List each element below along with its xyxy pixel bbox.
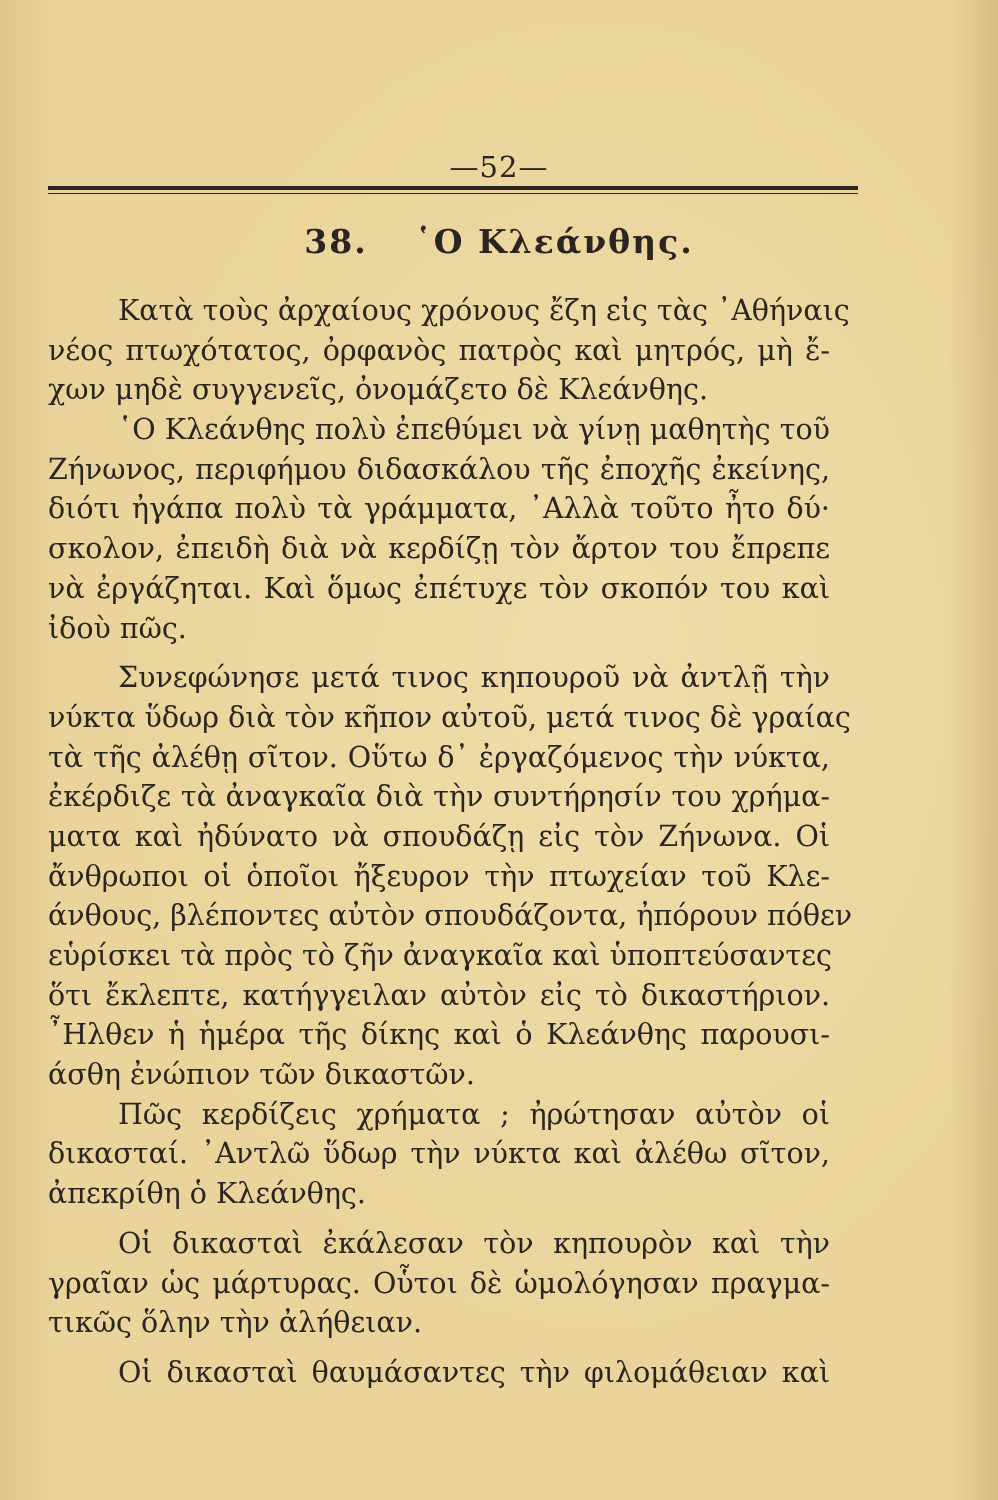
paragraph-gap <box>48 1214 830 1224</box>
text-line: νέος πτωχότατος, ὀρφανὸς πατρὸς καὶ μητρός, μὴ ἔ- <box>48 333 830 367</box>
text-line: νὰ ἐργάζηται. Καὶ ὅμως ἐπέτυχε τὸν σκοπόν του καὶ <box>48 571 830 605</box>
text-line: χων μηδὲ συγγενεῖς, ὀνομάζετο δὲ Κλεάνθης. <box>48 373 709 407</box>
text-line: ματα καὶ ἠδύνατο νὰ σπουδάζῃ εἰς τὸν Ζήνωνα. Οἱ <box>48 819 830 853</box>
chapter-number: 38. <box>304 222 368 261</box>
paragraph <box>48 1353 830 1393</box>
text-line: Κατὰ τοὺς ἀρχαίους χρόνους ἔζη εἰς τὰς ᾿Αθήναις <box>118 294 850 327</box>
page-number: —52— <box>449 150 549 184</box>
text-line: άσθη ἐνώπιον τῶν δικαστῶν. <box>48 1058 475 1092</box>
header-rule <box>48 186 858 190</box>
header-rule-thin <box>48 193 858 194</box>
text-line: ῾Ο Κλεάνθης πολὺ ἐπεθύμει νὰ γίνῃ μαθητὴς τοῦ <box>118 413 830 447</box>
text-line: ἰδοὺ πῶς. <box>48 611 187 645</box>
text-line: ὅτι ἔκλεπτε, κατήγγειλαν αὐτὸν εἰς τὸ δικαστήριον. <box>48 978 830 1012</box>
text-line: Συνεφώνησε μετά τινος κηπουροῦ νὰ ἀντλῇ τὴν <box>118 661 830 695</box>
text-line: ἐκέρδιζε τὰ ἀναγκαῖα διὰ τὴν συντήρησίν του χρήμα- <box>48 780 830 814</box>
text-line: τὰ τῆς ἀλέθῃ σῖτον. Οὕτω δ᾿ ἐργαζόμενος τὴν νύκτα, <box>48 740 830 774</box>
paragraph-gap <box>48 1343 830 1353</box>
chapter-heading <box>0 222 998 261</box>
text-line: εὑρίσκει τὰ πρὸς τὸ ζῆν ἀναγκαῖα καὶ ὑποπτεύσαντες <box>48 939 832 972</box>
text-line: Ζήνωνος, περιφήμου διδασκάλου τῆς ἐποχῆς ἐκείνης, <box>48 452 830 486</box>
text-line: διότι ἠγάπα πολὺ τὰ γράμματα, ᾿Αλλὰ τοῦτο ἦτο δύ· <box>48 492 830 526</box>
paragraph <box>48 658 853 1095</box>
text-line: νύκτα ὕδωρ διὰ τὸν κῆπον αὐτοῦ, μετά τινος δὲ γραίας <box>48 700 851 734</box>
text-line: γραῖαν ὡς μάρτυρας. Οὗτοι δὲ ὡμολόγησαν πραγμα- <box>48 1266 830 1300</box>
paragraph <box>48 1095 830 1214</box>
text-line: Πῶς κερδίζεις χρήματα ; ἠρώτησαν αὐτὸν οἱ <box>118 1097 830 1131</box>
text-line: δικασταί. ᾿Αντλῶ ὕδωρ τὴν νύκτα καὶ ἀλέθω σῖτον, <box>48 1137 830 1171</box>
paragraph-gap <box>48 648 830 658</box>
paragraph <box>48 291 850 410</box>
text-line: ἀπεκρίθη ὁ Κλεάνθης. <box>48 1177 366 1211</box>
chapter-title: ῾Ο Κλεάνθης. <box>415 222 694 261</box>
text-line: ῏Ηλθεν ἡ ἡμέρα τῆς δίκης καὶ ὁ Κλεάνθης παρουσι- <box>48 1018 830 1052</box>
paragraph <box>48 1224 830 1343</box>
text-line: Οἱ δικασταὶ θαυμάσαντες τὴν φιλομάθειαν καὶ <box>118 1355 830 1389</box>
paragraph <box>48 410 830 648</box>
body-text <box>48 291 853 1393</box>
text-line: ἄνθρωποι οἱ ὁποῖοι ἤξευρον τὴν πτωχείαν τοῦ Κλε- <box>48 859 830 893</box>
text-line: άνθους, βλέποντες αὐτὸν σπουδάζοντα, ἠπόρουν πόθεν <box>48 899 853 933</box>
text-line: σκολον, ἐπειδὴ διὰ νὰ κερδίζῃ τὸν ἄρτον του ἔπρεπε <box>48 532 830 566</box>
text-line: Οἱ δικασταὶ ἐκάλεσαν τὸν κηπουρὸν καὶ τὴν <box>118 1226 830 1260</box>
text-line: τικῶς ὅλην τὴν ἀλήθειαν. <box>48 1306 423 1340</box>
